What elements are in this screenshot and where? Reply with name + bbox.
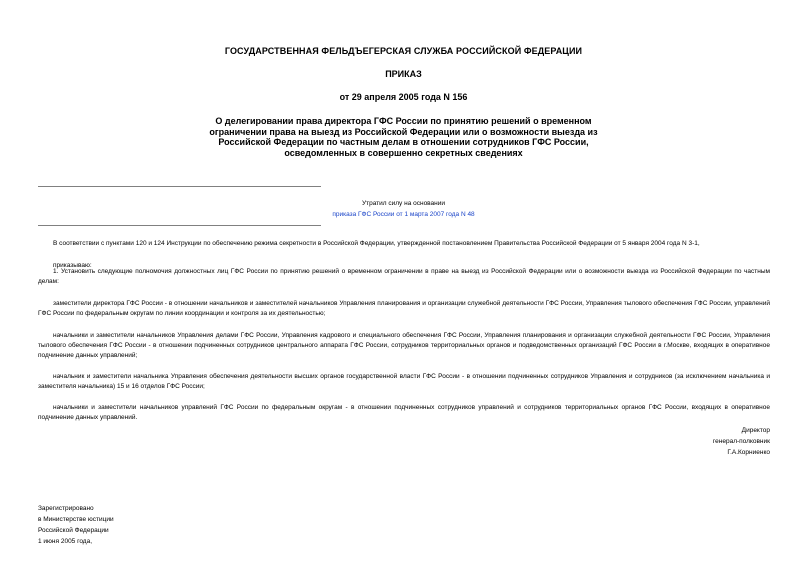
- signature-rank: генерал-полковник: [712, 438, 770, 445]
- signature-position: Директор: [741, 427, 770, 434]
- repeal-order-link[interactable]: приказа ГФС России от 1 марта 2007 года N 48: [332, 211, 475, 218]
- paragraph-deputy-directors: заместители директора ГФС России - в отношении начальников и заместителей начальников Управления планирования и организации служебной деятельности ГФС России, Управления тылового обеспечения ГФС России, управлений ГФС России по федеральным округам по линии координации и контроля за их деятельностью;: [38, 300, 770, 317]
- paragraph-support-department: начальник и заместители начальника Управления обеспечения деятельности высших органов государственной власти ГФС России - в отношении подчиненных сотрудников Управления и сотрудников (за исключением начальника и заместителя начальника) 15 и 16 отделов ГФС России;: [38, 373, 770, 390]
- divider-top: [38, 186, 321, 187]
- divider-bottom: [38, 225, 321, 226]
- document-date-number: от 29 апреля 2005 года N 156: [339, 92, 468, 102]
- registration-line-1: Зарегистрировано: [38, 505, 94, 512]
- registration-line-3: Российской Федерации: [38, 527, 109, 534]
- paragraph-preamble: В соответствии с пунктами 120 и 124 Инструкции по обеспечению режима секретности в Российской Федерации, утвержденной постановлением Правительства Российской Федерации от 5 января 2004 года N 3-1,: [53, 240, 700, 247]
- paragraph-federal-districts: начальники и заместители начальников управлений ГФС России по федеральным округам - в отношении подчиненных сотрудников управлений и сотрудников территориальных органов ГФС России, входящих в оперативное подчинение данных управлений.: [38, 404, 770, 421]
- paragraph-order-word: приказываю:: [53, 262, 92, 269]
- signature-name: Г.А.Корниенко: [727, 449, 770, 456]
- organization-heading: ГОСУДАРСТВЕННАЯ ФЕЛЬДЪЕГЕРСКАЯ СЛУЖБА РОССИЙСКОЙ ФЕДЕРАЦИИ: [224, 46, 583, 56]
- paragraph-department-heads: начальники и заместители начальников Управления делами ГФС России, Управления кадрового и специального обеспечения ГФС России, Управления планирования и организации служебной деятельности ГФС России, Управления тылового обеспечения ГФС России - в отношении подчиненных сотрудников центрального аппарата ГФС России, сотрудников территориальных органов и подведомственных организаций ГФС России в г.Москве, входящих в оперативное подчинение данных управлений;: [38, 332, 770, 359]
- document-type-heading: ПРИКАЗ: [385, 69, 422, 79]
- status-label: Утратил силу на основании: [361, 200, 446, 207]
- paragraph-item-1: 1. Установить следующие полномочия должностных лиц ГФС России по принятию решений о временном ограничении в праве на выезд из Российской Федерации или о возможности выезда из Российской Федерации по частным делам:: [38, 268, 770, 285]
- registration-line-4: 1 июня 2005 года,: [38, 538, 93, 545]
- document-title: О делегировании права директора ГФС России по принятию решений о временном ограничении права на выезд из Российской Федерации или о возможности выезда из Российской Федерации по частным делам в отношении сотрудников ГФС России, осведомленных в совершенно секретных сведениях: [209, 116, 598, 158]
- registration-line-2: в Министерстве юстиции: [38, 516, 114, 523]
